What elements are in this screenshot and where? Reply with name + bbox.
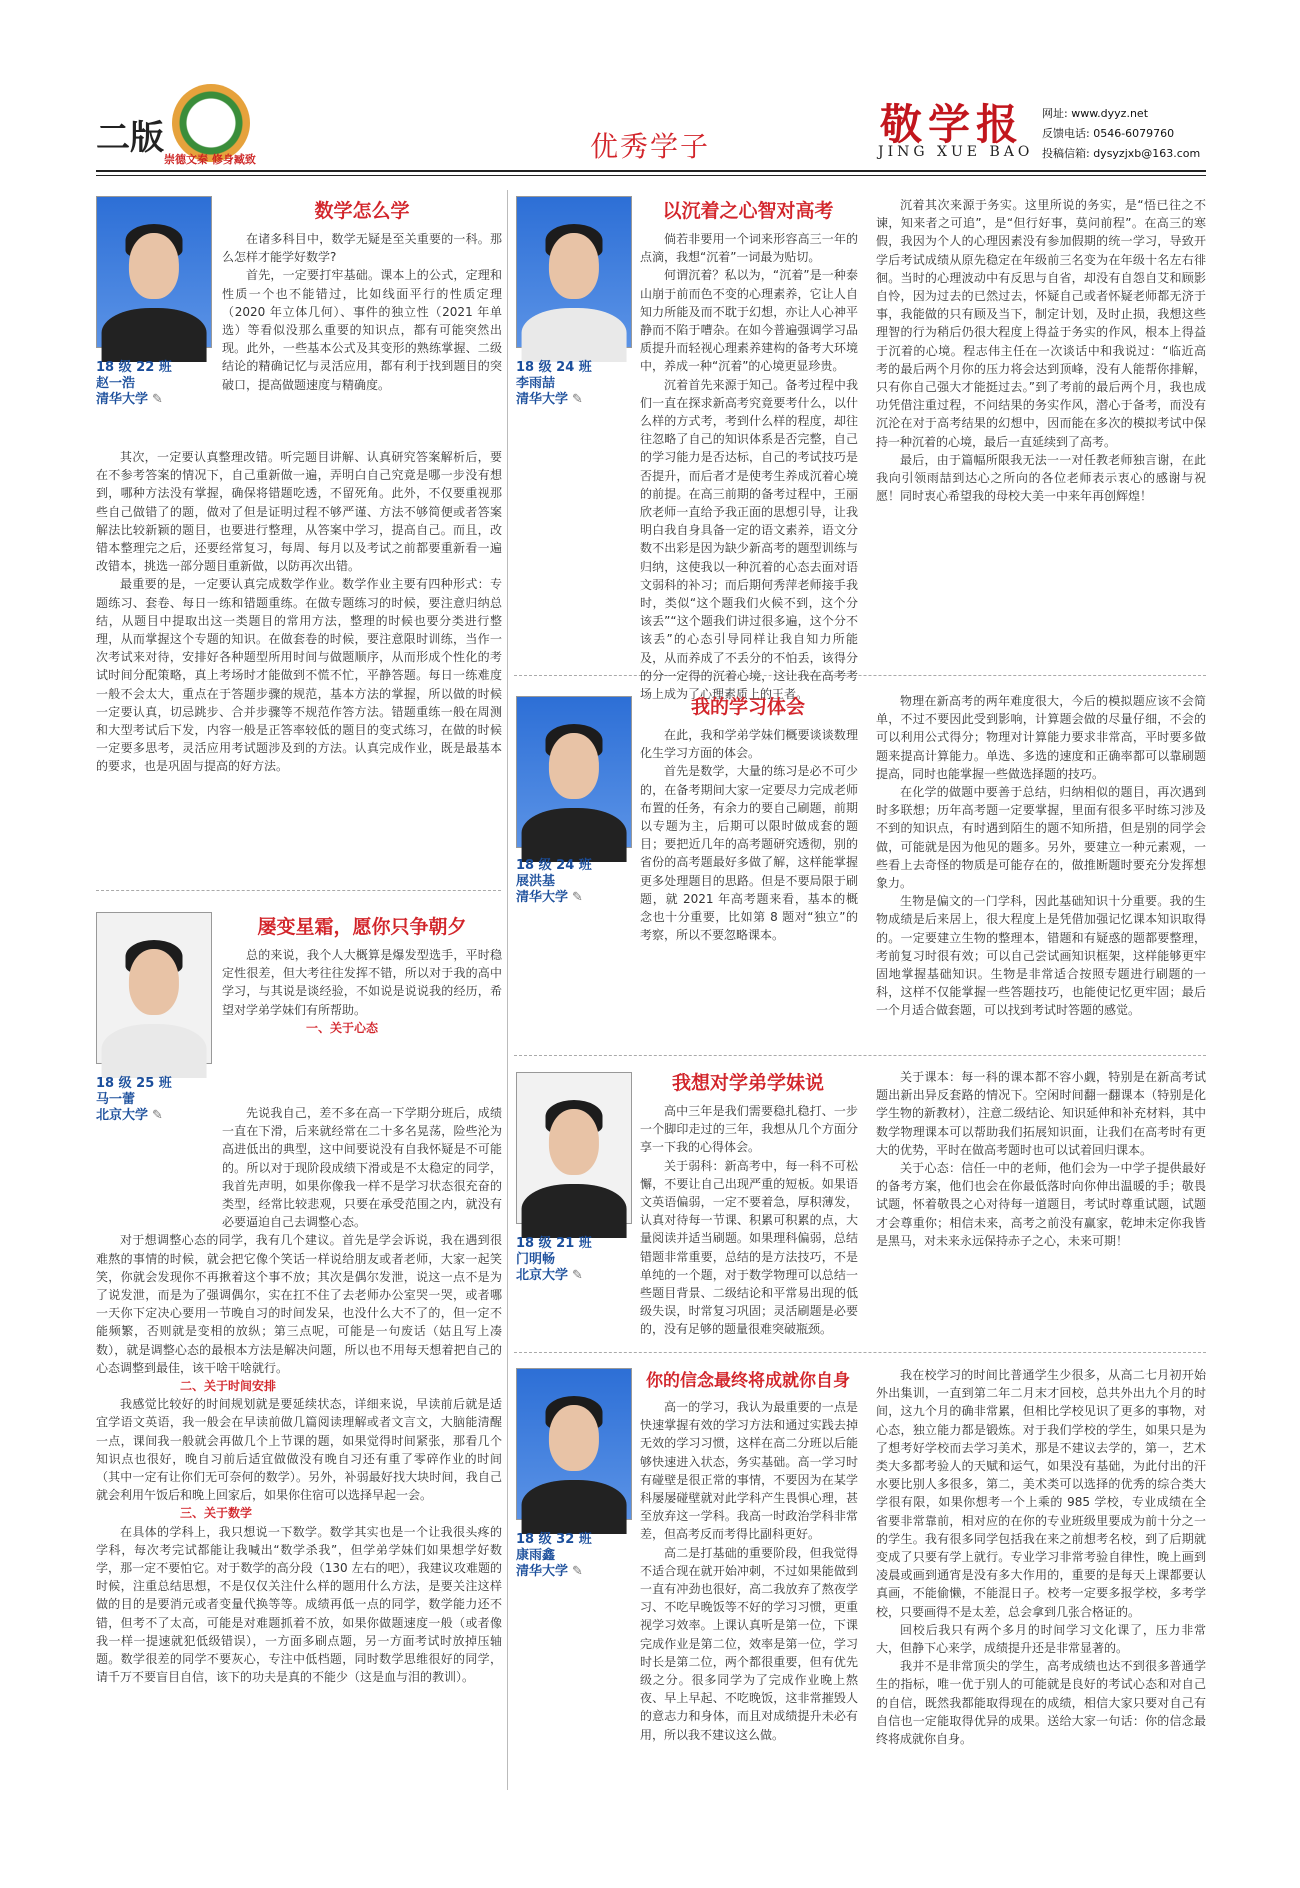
student-school: 清华大学 xyxy=(516,1564,569,1579)
student-class: 18 级 22 班 xyxy=(96,360,172,375)
section-divider xyxy=(514,1352,1206,1353)
phone-line: 反馈电话: 0546-6079760 xyxy=(1042,127,1175,140)
paragraph: 对于想调整心态的同学，我有几个建议。首先是学会诉说，我在遇到很难熬的事情的时候，就会把它像个笑话一样说给朋友或者老师，大家一起笑笑，你就会发现你不再揪着这个事不放；其次是偶尔发泄，说这一点不是为了说发泄，而是为了强调偶尔，实在扛不住了去老师办公室哭一哭，或者哪一天你下定决心要用一节晚自习的时间发呆，也没什么大不了的，但一定不能频繁，否则就是变相的放纵；第三点呢，可能是一句废话（姑且写上凑数），就是调整心态的最根本方法是解决问题，所以也不用每天想着把自己的心态调整到最佳，该干啥干啥就行。 xyxy=(96,1233,502,1375)
pen-icon: ✎ xyxy=(572,1564,583,1579)
column-divider xyxy=(507,190,508,1790)
paragraph: 其次，一定要认真整理改错。听完题目讲解、认真研究答案解析后，要在不参考答案的情况下，自己重新做一遍，弄明白自己究竟是哪一步没有想到，哪种方法没有掌握，确保将错题吃透，不留死角。此外，不仅要重视那些自己做错了的题，做对了但是证明过程不够严谨、方法不够简便或者答案解法比较新颖的题目，也要进行整理，从答案中学习，提高自己。而且，改错本整理完之后，还要经常复习，每周、每月以及考试之前都要重新看一遍改错本，挑选一部分题目重新做，以防再次出错。 xyxy=(96,450,502,574)
student-photo xyxy=(516,1368,632,1520)
article-body xyxy=(876,1366,1206,1798)
student-school: 清华大学 xyxy=(516,890,569,905)
article-body xyxy=(640,230,858,702)
student-name: 马一蕾 xyxy=(96,1092,136,1107)
paragraph: 物理在新高考的两年难度很大，今后的模拟题应该不会简单，不过不要因此受到影响，计算题会做的尽量仔细，不会的可以利用公式得分；物理对计算能力要求非常高，平时要多做题来提高计算能力。单选、多选的速度和正确率都可以靠刷题提高，同时也能掌握一些做选择题的技巧。 xyxy=(876,694,1206,781)
article-title: 你的信念最终将成就你自身 xyxy=(646,1371,850,1391)
article-body xyxy=(222,230,502,394)
article-body xyxy=(96,448,502,776)
student-class: 18 级 21 班 xyxy=(516,1236,592,1251)
article-body xyxy=(876,1068,1206,1342)
student-class: 18 级 25 班 xyxy=(96,1076,172,1091)
paragraph: 首先，一定要打牢基础。课本上的公式，定理和性质一个也不能错过，比如线面平行的性质定理（2020 年立体几何）、事件的独立性（2021 年单选）等看似没那么重要的知识点，都有可能突然出现。此外，一些基本公式及其变形的熟练掌握、二级结论的精确记忆与灵活应用，都有利于找到题目的突破口，提高做题速度与精确度。 xyxy=(222,268,502,392)
paragraph: 我感觉比较好的时间规划就是要延续状态，详细来说，早读前后就是适宜学语文英语，我一般会在早读前做几篇阅读理解或者文言文，大脑能清醒一点，课间我一般就会再做几个上节课的题，如果觉得时间紧张，那看几个知识点也很好，晚自习前后适宜做做没有晚自习还有重了零碎作业的时间（其中一定有让你们无可奈何的数学）。另外，补弱最好找大块时间，我自己就会利用午饭后和晚上回家后，如果你住宿可以选择早起一会。 xyxy=(96,1397,502,1503)
paragraph: 最后，由于篇幅所限我无法一一对任教老师独言谢，在此我向引领雨喆到达心之所向的各位老师表示衷心的感谢与祝愿！同时衷心希望我的母校大美一中来年再创辉煌！ xyxy=(876,452,1206,504)
paragraph: 高一的学习，我认为最重要的一点是快速掌握有效的学习方法和通过实践去掉无效的学习习惯，这样在高二分班以后能够快速进入状态，务实基础。高一学习时有碰壁是很正常的事情，不要因为在某学科屡屡碰壁就对此学科产生畏惧心理，甚至放弃这一学科。我高一时政治学科非常差，但高考反而考得比副科更好。 xyxy=(640,1400,858,1542)
section-divider xyxy=(514,675,1206,676)
website-line: 网址: www.dyyz.net xyxy=(1042,107,1149,120)
student-photo xyxy=(96,196,212,348)
student-caption xyxy=(516,1532,630,1580)
paper-name: 敬学报 xyxy=(880,100,1025,149)
article-body xyxy=(876,196,1206,666)
pen-icon: ✎ xyxy=(572,392,583,407)
student-name: 康雨鑫 xyxy=(516,1548,556,1563)
paragraph: 生物是偏文的一门学科，因此基础知识十分重要。我的生物成绩是后来居上，很大程度上是凭借加强记忆课本知识取得的。一定要建立生物的整理本，错题和有疑惑的题都要整理，考前复习时很有效；可以自己尝试画知识框架，这样能够更牢固地掌握基础知识。生物是非常适合按照专题进行刷题的一科，这样不仅能掌握一些答题技巧，也能使记忆更牢固；最后一个月适合做套题，可以找到考试时答题的感觉。 xyxy=(876,894,1206,1018)
student-school: 北京大学 xyxy=(516,1268,569,1283)
article-title: 我的学习体会 xyxy=(690,696,805,718)
pen-icon: ✎ xyxy=(152,1108,163,1123)
paragraph: 在此，我和学弟学妹们概要谈谈数理化生学习方面的体会。 xyxy=(640,728,858,761)
student-name: 赵一浩 xyxy=(96,376,136,391)
student-class: 18 级 32 班 xyxy=(516,1532,592,1547)
student-caption xyxy=(516,1236,630,1284)
student-class: 18 级 24 班 xyxy=(516,360,592,375)
paragraph: 关于课本：每一科的课本都不容小觑，特别是在新高考试题出新出异反套路的情况下。空闲时间翻一翻课本（特别是化学生物的新教材），注意二级结论、知识延伸和补充材料，其中数学物理课本可以帮助我们拓展知识面，让我们在高考时有更大的优势，平时在做高考题时也可以试着回归课本。 xyxy=(876,1070,1207,1157)
paragraph: 最重要的是，一定要认真完成数学作业。数学作业主要有四种形式：专题练习、套卷、每日一练和错题重练。在做专题练习的时候，要注意归纳总结，从题目中提取出这一类题目的常用方法，整理的时候也要分类进行整理，从而掌握这个专题的知识。在做套卷的时候，要注意限时训练，当作一次考试来对待，安排好各种题型所用时间与做题顺序，从而形成个性化的考试时间分配策略，真上考场时才能做到不慌不忙，平静答题。每日一练难度一般不会太大，重点在于答题步骤的规范，基本方法的掌握，所以做的时候一定要认真，切忌跳步、合并步骤等不规范作答方法。错题重练一般在周测和大型考试后下发，内容一般是正答率较低的题目的变式练习，在做的时候一定要多思考，灵活应用考试题涉及到的方法。认真完成作业，既是最基本的要求，也是巩固与提高的好方法。 xyxy=(96,577,502,774)
article-title: 以沉着之心智对高考 xyxy=(662,200,834,222)
subheading: 二、关于时间安排 xyxy=(180,1379,277,1394)
paper-pinyin: JING XUE BAO xyxy=(878,144,1034,160)
student-name: 门明畅 xyxy=(516,1252,556,1267)
email-line: 投稿信箱: dysyzjxb@163.com xyxy=(1042,147,1201,160)
student-class: 18 级 24 班 xyxy=(516,858,592,873)
section-title: 优秀学子 xyxy=(590,130,711,163)
article-body xyxy=(96,1104,502,1794)
article-body xyxy=(640,1398,858,1798)
paragraph: 首先是数学，大量的练习是必不可少的，在备考期间大家一定要尽力完成老师布置的任务，有余力的要自己刷题，前期以专题为主，后期可以限时做成套的题目；要把近几年的高考题研究透彻，别的省份的高考题最好多做了解，这样能掌握更多处理题目的思路。但是不要局限于刷题，就 2021 年高考题来看，基本的概念也十分重要，比如第 8 题对“独立”的考察，所以不要忽略课本。 xyxy=(640,764,858,943)
student-school: 清华大学 xyxy=(96,392,149,407)
masthead-rule-thin xyxy=(96,175,1206,176)
student-photo xyxy=(516,196,632,348)
paragraph: 沉着其次来源于务实。这里所说的务实，是“悟已往之不谏，知来者之可追”，是“但行好事，莫问前程”。在高三的寒假，我因为个人的心理因素没有参加假期的统一学习，导致开学后考试成绩从原先稳定在年级前三名变为在年级十名左右徘徊。当时的心理波动中有反思与自省，却没有自怨自艾和顾影自怜，因为过去的已然过去，怀疑自己或者怀疑老师都无济于事，我能做的只有顾及当下，制定计划，及时止损，我想这些理智的行为稍后仍很大程度上得益于务实的作风，根本上得益于沉着的心境。程志伟主任在一次谈话中和我说过：“临近高考的最后两个月你的压力将会达到顶峰，没有人能帮你排解，只有你自己强大才能挺过去。”到了考前的最后两个月，我也成功凭借注重过程，不问结果的务实作风，潜心于备考，而没有沉沦在对于高考结果的幻想中，因而能在多次的模拟考试中保持一种沉着的心境，最后一直延续到了高考。 xyxy=(876,198,1206,449)
paragraph: 先说我自己，差不多在高一下学期分班后，成绩一直在下滑，后来就经常在二十多名晃荡，险些沦为高进低出的典型，这中间要说没有自我怀疑是不可能的。所以对于现阶段成绩下滑或是不太稳定的同学，我首先声明，如果你像我一样不是学习状态很充奋的类型，经常比较悲观，只要在承受范围之内，就没有必要逼迫自己去调整心态。 xyxy=(222,1106,502,1230)
paragraph: 何谓沉着？私以为，“沉着”是一种泰山崩于前而色不变的心理素养，它让人自知力所能及而不耽于幻想，亦让人心神平静而不陷于嘈杂。在如今普遍强调学习品质提升而轻视心理素养建构的备考大环境中，养成一种“沉着”的心境更显珍贵。 xyxy=(640,268,858,374)
paragraph: 倘若非要用一个词来形容高三一年的点滴，我想“沉着”一词最为贴切。 xyxy=(640,232,858,265)
logo-motto: 崇德文秦 修身臧致 xyxy=(164,153,256,166)
article-title: 屡变星霜，愿你只争朝夕 xyxy=(257,916,467,938)
student-photo xyxy=(516,1072,632,1224)
contact-info xyxy=(1042,104,1200,164)
student-photo xyxy=(516,696,632,848)
subheading: 三、关于数学 xyxy=(180,1506,253,1521)
article-title: 我想对学弟学妹说 xyxy=(671,1072,824,1094)
student-caption xyxy=(516,858,630,906)
paragraph: 关于弱科：新高考中，每一科不可松懈，不要让自己出现严重的短板。如果语文英语偏弱，一定不要着急，厚积薄发，认真对待每一节课、积累可积累的点，大量阅读并适当刷题。如果理科偏弱，总结错题非常重要，总结的是方法技巧，不是单纯的一个题，对于数学物理可以总结一些题目背景、二级结论和平常易出现的低级失误，时常复习巩固；灵活刷题是必要的，没有足够的题量很难突破瓶颈。 xyxy=(640,1158,858,1337)
student-photo xyxy=(96,912,212,1064)
student-caption xyxy=(516,360,630,408)
student-name: 展洪基 xyxy=(516,874,556,889)
subheading: 一、关于心态 xyxy=(306,1020,379,1035)
section-divider xyxy=(514,1055,1206,1056)
pen-icon: ✎ xyxy=(572,890,583,905)
student-caption xyxy=(96,360,210,408)
paragraph: 总的来说，我个人大概算是爆发型选手，平时稳定性很差，但大考往往发挥不错，所以对于我的高中学习，与其说是谈经验，不如说是说说我的经历，希望对学弟学妹们有所帮助。 xyxy=(222,948,502,1017)
paragraph: 沉着首先来源于知己。备考过程中我们一直在探求新高考究竟要考什么，以什么样的方式考，考到什么样的程度，却往往忽略了自己的知识体系是否完整，自己的学习能力是否达标，自己的考试技巧是否提升，而后者才是使考生养成沉着心境的前提。在高三前期的备考过程中，王丽欣老师一直给予我正面的思想引导，让我明白我自身具备一定的语文素养，语文分数不出彩是因为缺少新高考的题型训练与归纳，这使我以一种沉着的心态去面对语文弱科的补习；而后期何秀萍老师接手我时，类似“这个题我们火候不到，这个分该丢”“这个题我们讲过很多遍，这个分不该丢”的心态引导同样让我自知力所能及，从而养成了不丢分的不怕丢，该得分的分一定得的沉着心境，这让我在高考考场上成为了心理素质上的王者。 xyxy=(640,377,858,702)
article-body xyxy=(876,692,1206,1044)
article-title: 数学怎么学 xyxy=(314,200,410,222)
student-school: 北京大学 xyxy=(96,1108,149,1123)
student-name: 李雨喆 xyxy=(516,376,556,391)
section-divider xyxy=(96,890,501,891)
paragraph: 我在校学习的时间比普通学生少很多，从高二七月初开始外出集训，一直到第二年二月末才回校，总共外出九个月的时间，这九个月的确非常累，但相比学校见识了更多的事物，对心态，独立能力都是锻炼。对于我们学校的学生，如果只是为了想考好学校而去学习美术，那是不建议去学的，第一，艺术类大多都考验人的天赋和运气，如果没有基础，为此付出的汗水要比别人多很多，第二，美术类可以选择的优秀的综合类大学很有限，如果你想考一个上乘的 985 学校，专业成绩在全省要非常靠前，相对应的在你的专业班级里要成为前十分之一的学生。我有很多同学包括我在来之前想考名校，到了后期就变成了只要有学上就行。专业学习非常考验自律性，晚上画到凌晨或画到通宵是没有多大作用的，重要的是每天上课都要认真画，不能偷懒，不能混日子。校考一定要多报学校，多考学校，只要画得不是太差，总会拿到几张合格证的。 xyxy=(876,1368,1206,1619)
pen-icon: ✎ xyxy=(572,1268,583,1283)
article-body xyxy=(222,946,502,1037)
paragraph: 高二是打基础的重要阶段，但我觉得不适合现在就开始冲刺，不过如果能做到一直有冲劲也很好，高二我放弃了熬夜学习、不吃早晚饭等不好的学习习惯，更重视学习效率。上课认真听是第一位，下课完成作业是第二位，效率是第一位，学习时长是第二位，两个都很重要，但有优先级之分。很多同学为了完成作业晚上熬夜、早上早起、不吃晚饭，这非常摧毁人的意志力和身体，而且对成绩提升未必有用，所以我不建议这么做。 xyxy=(640,1545,858,1742)
paragraph: 在诸多科目中，数学无疑是至关重要的一科。那么怎样才能学好数学? xyxy=(222,232,502,265)
paragraph: 回校后我只有两个多月的时间学习文化课了，压力非常大，但静下心来学，成绩提升还是非常显著的。 xyxy=(876,1622,1206,1656)
edition-label: 二版 xyxy=(96,118,164,158)
paragraph: 我并不是非常顶尖的学生，高考成绩也达不到很多普通学生的指标，唯一优于别人的可能就是良好的考试心态和对自己的自信，既然我都能取得现在的成绩，相信大家只要对自己有自信也一定能取得优异的成果。送给大家一句话：你的信念最终将成就你自身。 xyxy=(876,1659,1206,1747)
paragraph: 在具体的学科上，我只想说一下数学。数学其实也是一个让我很头疼的学科，每次考完试都能让我喊出“数学杀我”，但学弟学妹们如果想学好数学，那一定不要怕它。对于数学的高分段（130 左右的吧），我建议攻难题的时候，注重总结思想，不是仅仅关注什么样的题用什么方法，是要关注这样做的目的是要消元或者变量代换等等。成绩再低一点的同学，数学能力还不错，但考不了太高，可能是对难题抓着不放，如果你做题速度一般（或者像我一样一提速就犯低级错误），一方面多刷点题，另一方面考试时放掉压轴题。数学很差的同学不要灰心，专注中低档题，同时数学思维很好的同学，请千万不要盲目自信，该下的功夫是真的不能少（这是血与泪的教训）。 xyxy=(96,1524,502,1685)
article-body xyxy=(640,726,858,1044)
paragraph: 高中三年是我们需要稳扎稳打、一步一个脚印走过的三年，我想从几个方面分享一下我的心得体会。 xyxy=(640,1104,858,1155)
masthead-rule xyxy=(96,170,1206,172)
student-school: 清华大学 xyxy=(516,392,569,407)
pen-icon: ✎ xyxy=(152,392,163,407)
article-body xyxy=(640,1102,858,1342)
paragraph: 在化学的做题中要善于总结，归纳相似的题目，再次遇到时多联想；历年高考题一定要掌握，里面有很多平时练习涉及不到的知识点，有时遇到陌生的题不知所措，但是别的同学会做，可能就是因为他见的题多。另外，要建立一种元素观，一些看上去奇怪的物质是可能存在的，做推断题时要充分发挥想象力。 xyxy=(876,785,1206,891)
paragraph: 关于心态：信任一中的老师，他们会为一中学子提供最好的备考方案，他们也会在你最低落时向你伸出温暖的手；敬畏试题，怀着敬畏之心对待每一道题目，考试时尊重试题，试题才会尊重你；相信未来，高考之前没有赢家，乾坤未定你我皆是黑马，对未来永远保持赤子之心，未来可期！ xyxy=(876,1161,1206,1248)
